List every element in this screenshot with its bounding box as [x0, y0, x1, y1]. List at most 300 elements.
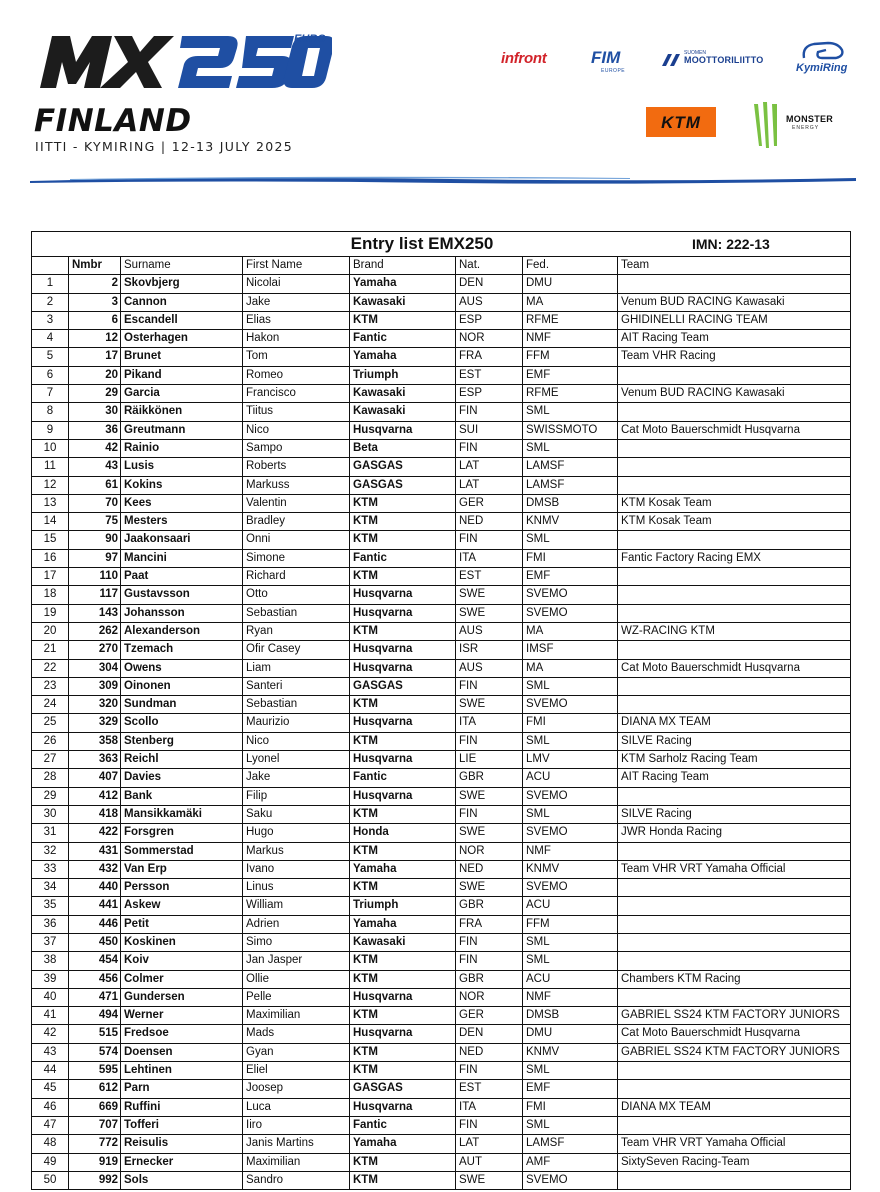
table-row: [32, 494, 851, 512]
rider-team: [618, 641, 851, 659]
rider-federation: SVEMO: [523, 824, 618, 842]
row-position: 3: [32, 311, 69, 329]
rider-surname: Werner: [121, 1007, 243, 1025]
rider-nationality: GBR: [456, 970, 523, 988]
rider-surname: Persson: [121, 879, 243, 897]
rider-first-name: William: [243, 897, 350, 915]
rider-brand: Kawasaki: [350, 933, 456, 951]
rider-first-name: Sebastian: [243, 604, 350, 622]
rider-federation: NMF: [523, 330, 618, 348]
rider-nationality: FIN: [456, 677, 523, 695]
row-position: 45: [32, 1080, 69, 1098]
table-row: [32, 915, 851, 933]
rider-team: [618, 366, 851, 384]
rider-team: [618, 403, 851, 421]
rider-nationality: FIN: [456, 805, 523, 823]
rider-nationality: LIE: [456, 751, 523, 769]
rider-number: 431: [69, 842, 121, 860]
rider-nationality: GBR: [456, 897, 523, 915]
rider-nationality: EST: [456, 366, 523, 384]
rider-surname: Reichl: [121, 751, 243, 769]
row-position: 8: [32, 403, 69, 421]
rider-brand: Husqvarna: [350, 988, 456, 1006]
rider-surname: Petit: [121, 915, 243, 933]
rider-brand: Husqvarna: [350, 421, 456, 439]
table-row: [32, 769, 851, 787]
rider-nationality: SWE: [456, 604, 523, 622]
rider-nationality: ITA: [456, 714, 523, 732]
table-row: [32, 988, 851, 1006]
rider-federation: KNMV: [523, 513, 618, 531]
table-row: [32, 366, 851, 384]
row-position: 10: [32, 439, 69, 457]
rider-surname: Askew: [121, 897, 243, 915]
rider-number: 70: [69, 494, 121, 512]
rider-number: 43: [69, 458, 121, 476]
rider-brand: KTM: [350, 531, 456, 549]
rider-number: 20: [69, 366, 121, 384]
rider-number: 412: [69, 787, 121, 805]
table-row: [32, 787, 851, 805]
rider-federation: FMI: [523, 714, 618, 732]
rider-federation: ACU: [523, 769, 618, 787]
rider-nationality: ESP: [456, 311, 523, 329]
row-position: 21: [32, 641, 69, 659]
rider-first-name: Pelle: [243, 988, 350, 1006]
table-row: [32, 604, 851, 622]
moottoriliitto-text: MOOTTORILIITTO: [684, 55, 764, 65]
col-header-team: Team: [618, 257, 851, 275]
row-position: 4: [32, 330, 69, 348]
rider-brand: KTM: [350, 1007, 456, 1025]
rider-surname: Oinonen: [121, 677, 243, 695]
rider-number: 117: [69, 586, 121, 604]
table-row: [32, 1007, 851, 1025]
rider-nationality: SWE: [456, 586, 523, 604]
rider-first-name: Tiitus: [243, 403, 350, 421]
rider-team: [618, 879, 851, 897]
rider-number: 494: [69, 1007, 121, 1025]
rider-nationality: ITA: [456, 1098, 523, 1116]
row-position: 31: [32, 824, 69, 842]
rider-federation: EMF: [523, 1080, 618, 1098]
rider-surname: Brunet: [121, 348, 243, 366]
rider-team: Cat Moto Bauerschmidt Husqvarna: [618, 659, 851, 677]
row-position: 20: [32, 622, 69, 640]
rider-first-name: Ollie: [243, 970, 350, 988]
rider-number: 440: [69, 879, 121, 897]
rider-nationality: ESP: [456, 385, 523, 403]
rider-federation: LMV: [523, 751, 618, 769]
rider-first-name: Richard: [243, 568, 350, 586]
rider-first-name: Janis Martins: [243, 1135, 350, 1153]
rider-first-name: Markuss: [243, 476, 350, 494]
table-row: [32, 311, 851, 329]
rider-nationality: AUS: [456, 293, 523, 311]
row-position: 35: [32, 897, 69, 915]
rider-number: 12: [69, 330, 121, 348]
rider-number: 90: [69, 531, 121, 549]
rider-number: 304: [69, 659, 121, 677]
table-row: [32, 1043, 851, 1061]
rider-first-name: Sandro: [243, 1171, 350, 1189]
table-row: [32, 568, 851, 586]
rider-team: Team VHR VRT Yamaha Official: [618, 860, 851, 878]
rider-nationality: FRA: [456, 915, 523, 933]
rider-number: 707: [69, 1116, 121, 1134]
table-title-row: [32, 232, 851, 257]
rider-team: [618, 531, 851, 549]
rider-surname: Paat: [121, 568, 243, 586]
rider-first-name: Markus: [243, 842, 350, 860]
rider-number: 2: [69, 275, 121, 293]
row-position: 15: [32, 531, 69, 549]
rider-number: 446: [69, 915, 121, 933]
table-row: [32, 385, 851, 403]
rider-brand: Husqvarna: [350, 1025, 456, 1043]
rider-brand: KTM: [350, 732, 456, 750]
country-title: FINLAND: [34, 103, 192, 139]
rider-surname: Stenberg: [121, 732, 243, 750]
moottoriliitto-emblem-icon: [660, 52, 682, 68]
rider-first-name: Elias: [243, 311, 350, 329]
rider-first-name: Simo: [243, 933, 350, 951]
table-row: [32, 293, 851, 311]
rider-first-name: Linus: [243, 879, 350, 897]
kymiring-track-icon: [798, 40, 848, 62]
ktm-logo-text: KTM: [661, 113, 701, 132]
rider-first-name: Joosep: [243, 1080, 350, 1098]
table-row: [32, 458, 851, 476]
rider-brand: KTM: [350, 513, 456, 531]
rider-nationality: FIN: [456, 933, 523, 951]
table-row: [32, 1098, 851, 1116]
rider-team: KTM Kosak Team: [618, 494, 851, 512]
rider-federation: IMSF: [523, 641, 618, 659]
row-position: 11: [32, 458, 69, 476]
rider-surname: Kokins: [121, 476, 243, 494]
table-row: [32, 897, 851, 915]
row-position: 48: [32, 1135, 69, 1153]
rider-first-name: Gyan: [243, 1043, 350, 1061]
row-position: 37: [32, 933, 69, 951]
row-position: 39: [32, 970, 69, 988]
rider-number: 320: [69, 696, 121, 714]
rider-team: [618, 988, 851, 1006]
row-position: 41: [32, 1007, 69, 1025]
table-row: [32, 860, 851, 878]
rider-brand: GASGAS: [350, 677, 456, 695]
row-position: 9: [32, 421, 69, 439]
rider-surname: Fredsoe: [121, 1025, 243, 1043]
rider-first-name: Liam: [243, 659, 350, 677]
rider-surname: Sols: [121, 1171, 243, 1189]
rider-first-name: Nico: [243, 732, 350, 750]
col-header-federation: Fed.: [523, 257, 618, 275]
rider-team: [618, 952, 851, 970]
rider-surname: Reisulis: [121, 1135, 243, 1153]
rider-team: GABRIEL SS24 KTM FACTORY JUNIORS: [618, 1007, 851, 1025]
row-position: 24: [32, 696, 69, 714]
rider-first-name: Ofir Casey: [243, 641, 350, 659]
rider-surname: Parn: [121, 1080, 243, 1098]
table-row: [32, 970, 851, 988]
rider-brand: Beta: [350, 439, 456, 457]
rider-number: 143: [69, 604, 121, 622]
col-header-number: Nmbr: [69, 257, 121, 275]
table-header-row: [32, 257, 851, 275]
rider-first-name: Nico: [243, 421, 350, 439]
rider-team: [618, 696, 851, 714]
rider-number: 612: [69, 1080, 121, 1098]
table-row: [32, 842, 851, 860]
rider-federation: SVEMO: [523, 787, 618, 805]
monster-text: MONSTER: [786, 114, 834, 124]
rider-first-name: Eliel: [243, 1062, 350, 1080]
row-position: 14: [32, 513, 69, 531]
table-row: [32, 403, 851, 421]
table-row: [32, 659, 851, 677]
col-header-brand: Brand: [350, 257, 456, 275]
rider-number: 6: [69, 311, 121, 329]
rider-federation: AMF: [523, 1153, 618, 1171]
rider-number: 110: [69, 568, 121, 586]
rider-brand: Triumph: [350, 897, 456, 915]
table-row: [32, 1116, 851, 1134]
rider-first-name: Sampo: [243, 439, 350, 457]
rider-surname: Alexanderson: [121, 622, 243, 640]
rider-first-name: Tom: [243, 348, 350, 366]
rider-federation: DMU: [523, 275, 618, 293]
col-header-position: [32, 257, 69, 275]
rider-surname: Greutmann: [121, 421, 243, 439]
row-position: 25: [32, 714, 69, 732]
rider-surname: Jaakonsaari: [121, 531, 243, 549]
rider-team: DIANA MX TEAM: [618, 714, 851, 732]
rider-brand: Husqvarna: [350, 787, 456, 805]
rider-team: JWR Honda Racing: [618, 824, 851, 842]
monster-energy-logo: [750, 100, 846, 152]
row-position: 40: [32, 988, 69, 1006]
rider-surname: Kees: [121, 494, 243, 512]
rider-surname: Ernecker: [121, 1153, 243, 1171]
rider-surname: Gundersen: [121, 988, 243, 1006]
fim-logo-text: FIM: [591, 48, 621, 67]
moottoriliitto-sub: SUOMEN: [684, 50, 706, 56]
rider-team: DIANA MX TEAM: [618, 1098, 851, 1116]
rider-team: Team VHR Racing: [618, 348, 851, 366]
rider-team: [618, 568, 851, 586]
rider-surname: Lehtinen: [121, 1062, 243, 1080]
row-position: 46: [32, 1098, 69, 1116]
blue-swoosh-divider: [30, 172, 856, 188]
rider-team: KTM Kosak Team: [618, 513, 851, 531]
rider-team: GABRIEL SS24 KTM FACTORY JUNIORS: [618, 1043, 851, 1061]
rider-team: Fantic Factory Racing EMX: [618, 549, 851, 567]
rider-number: 407: [69, 769, 121, 787]
rider-team: [618, 1080, 851, 1098]
rider-number: 471: [69, 988, 121, 1006]
rider-surname: Cannon: [121, 293, 243, 311]
table-row: [32, 275, 851, 293]
rider-federation: SVEMO: [523, 604, 618, 622]
rider-surname: Van Erp: [121, 860, 243, 878]
rider-first-name: Mads: [243, 1025, 350, 1043]
rider-brand: Husqvarna: [350, 1098, 456, 1116]
rider-team: [618, 1116, 851, 1134]
rider-number: 270: [69, 641, 121, 659]
table-row: [32, 879, 851, 897]
venue-date-line: IITTI - KYMIRING | 12-13 JULY 2025: [35, 139, 294, 154]
rider-team: [618, 439, 851, 457]
rider-number: 432: [69, 860, 121, 878]
rider-federation: SML: [523, 732, 618, 750]
rider-number: 358: [69, 732, 121, 750]
table-title-cell: [32, 232, 851, 257]
rider-nationality: FIN: [456, 439, 523, 457]
row-position: 12: [32, 476, 69, 494]
rider-nationality: GBR: [456, 769, 523, 787]
rider-federation: ACU: [523, 970, 618, 988]
rider-surname: Davies: [121, 769, 243, 787]
row-position: 23: [32, 677, 69, 695]
rider-number: 669: [69, 1098, 121, 1116]
table-row: [32, 1171, 851, 1189]
rider-first-name: Santeri: [243, 677, 350, 695]
row-position: 42: [32, 1025, 69, 1043]
rider-team: [618, 787, 851, 805]
rider-nationality: FIN: [456, 403, 523, 421]
rider-first-name: Filip: [243, 787, 350, 805]
rider-federation: SVEMO: [523, 696, 618, 714]
rider-number: 418: [69, 805, 121, 823]
rider-surname: Koskinen: [121, 933, 243, 951]
row-position: 28: [32, 769, 69, 787]
rider-surname: Räikkönen: [121, 403, 243, 421]
table-row: [32, 549, 851, 567]
rider-number: 574: [69, 1043, 121, 1061]
rider-federation: MA: [523, 293, 618, 311]
rider-first-name: Lyonel: [243, 751, 350, 769]
rider-team: Cat Moto Bauerschmidt Husqvarna: [618, 1025, 851, 1043]
page-header: [0, 0, 880, 200]
rider-team: [618, 1171, 851, 1189]
table-row: [32, 1025, 851, 1043]
rider-first-name: Nicolai: [243, 275, 350, 293]
rider-team: SILVE Racing: [618, 732, 851, 750]
rider-first-name: Onni: [243, 531, 350, 549]
table-row: [32, 805, 851, 823]
rider-first-name: Hugo: [243, 824, 350, 842]
table-row: [32, 641, 851, 659]
rider-first-name: Francisco: [243, 385, 350, 403]
rider-federation: EMF: [523, 568, 618, 586]
rider-number: 363: [69, 751, 121, 769]
kymiring-logo: [794, 40, 850, 78]
rider-first-name: Bradley: [243, 513, 350, 531]
rider-federation: EMF: [523, 366, 618, 384]
rider-first-name: Jan Jasper: [243, 952, 350, 970]
rider-brand: GASGAS: [350, 458, 456, 476]
table-row: [32, 952, 851, 970]
rider-federation: KNMV: [523, 1043, 618, 1061]
rider-surname: Escandell: [121, 311, 243, 329]
rider-first-name: Maximilian: [243, 1007, 350, 1025]
rider-federation: MA: [523, 622, 618, 640]
rider-nationality: NED: [456, 860, 523, 878]
rider-first-name: Luca: [243, 1098, 350, 1116]
table-row: [32, 1135, 851, 1153]
rider-nationality: FIN: [456, 1116, 523, 1134]
ktm-logo: [646, 107, 716, 137]
monster-claw-icon: [750, 100, 784, 150]
rider-team: GHIDINELLI RACING TEAM: [618, 311, 851, 329]
table-row: [32, 1062, 851, 1080]
rider-nationality: AUS: [456, 622, 523, 640]
rider-number: 772: [69, 1135, 121, 1153]
rider-nationality: SUI: [456, 421, 523, 439]
rider-number: 441: [69, 897, 121, 915]
rider-federation: MA: [523, 659, 618, 677]
row-position: 17: [32, 568, 69, 586]
rider-brand: KTM: [350, 568, 456, 586]
row-position: 29: [32, 787, 69, 805]
rider-nationality: ISR: [456, 641, 523, 659]
rider-surname: Rainio: [121, 439, 243, 457]
rider-brand: Yamaha: [350, 348, 456, 366]
entry-list-title: Entry list EMX250: [350, 234, 494, 253]
rider-team: [618, 1062, 851, 1080]
rider-number: 30: [69, 403, 121, 421]
rider-brand: Fantic: [350, 549, 456, 567]
imn-number: IMN: 222-13: [692, 236, 770, 252]
rider-federation: LAMSF: [523, 458, 618, 476]
col-header-first-name: First Name: [243, 257, 350, 275]
rider-surname: Mansikkamäki: [121, 805, 243, 823]
rider-brand: Yamaha: [350, 860, 456, 878]
rider-number: 422: [69, 824, 121, 842]
row-position: 27: [32, 751, 69, 769]
row-position: 6: [32, 366, 69, 384]
table-body: [32, 275, 851, 1190]
rider-first-name: Ryan: [243, 622, 350, 640]
rider-surname: Lusis: [121, 458, 243, 476]
rider-first-name: Adrien: [243, 915, 350, 933]
rider-team: [618, 915, 851, 933]
rider-number: 75: [69, 513, 121, 531]
rider-brand: GASGAS: [350, 1080, 456, 1098]
table-row: [32, 531, 851, 549]
rider-team: [618, 476, 851, 494]
rider-surname: Scollo: [121, 714, 243, 732]
rider-first-name: Valentin: [243, 494, 350, 512]
rider-federation: SML: [523, 439, 618, 457]
rider-number: 329: [69, 714, 121, 732]
rider-surname: Johansson: [121, 604, 243, 622]
rider-nationality: SWE: [456, 696, 523, 714]
rider-number: 595: [69, 1062, 121, 1080]
rider-surname: Mancini: [121, 549, 243, 567]
rider-brand: KTM: [350, 1153, 456, 1171]
rider-federation: ACU: [523, 897, 618, 915]
rider-federation: SWISSMOTO: [523, 421, 618, 439]
rider-federation: SML: [523, 677, 618, 695]
row-position: 19: [32, 604, 69, 622]
rider-number: 17: [69, 348, 121, 366]
row-position: 34: [32, 879, 69, 897]
rider-nationality: GER: [456, 1007, 523, 1025]
table-row: [32, 330, 851, 348]
